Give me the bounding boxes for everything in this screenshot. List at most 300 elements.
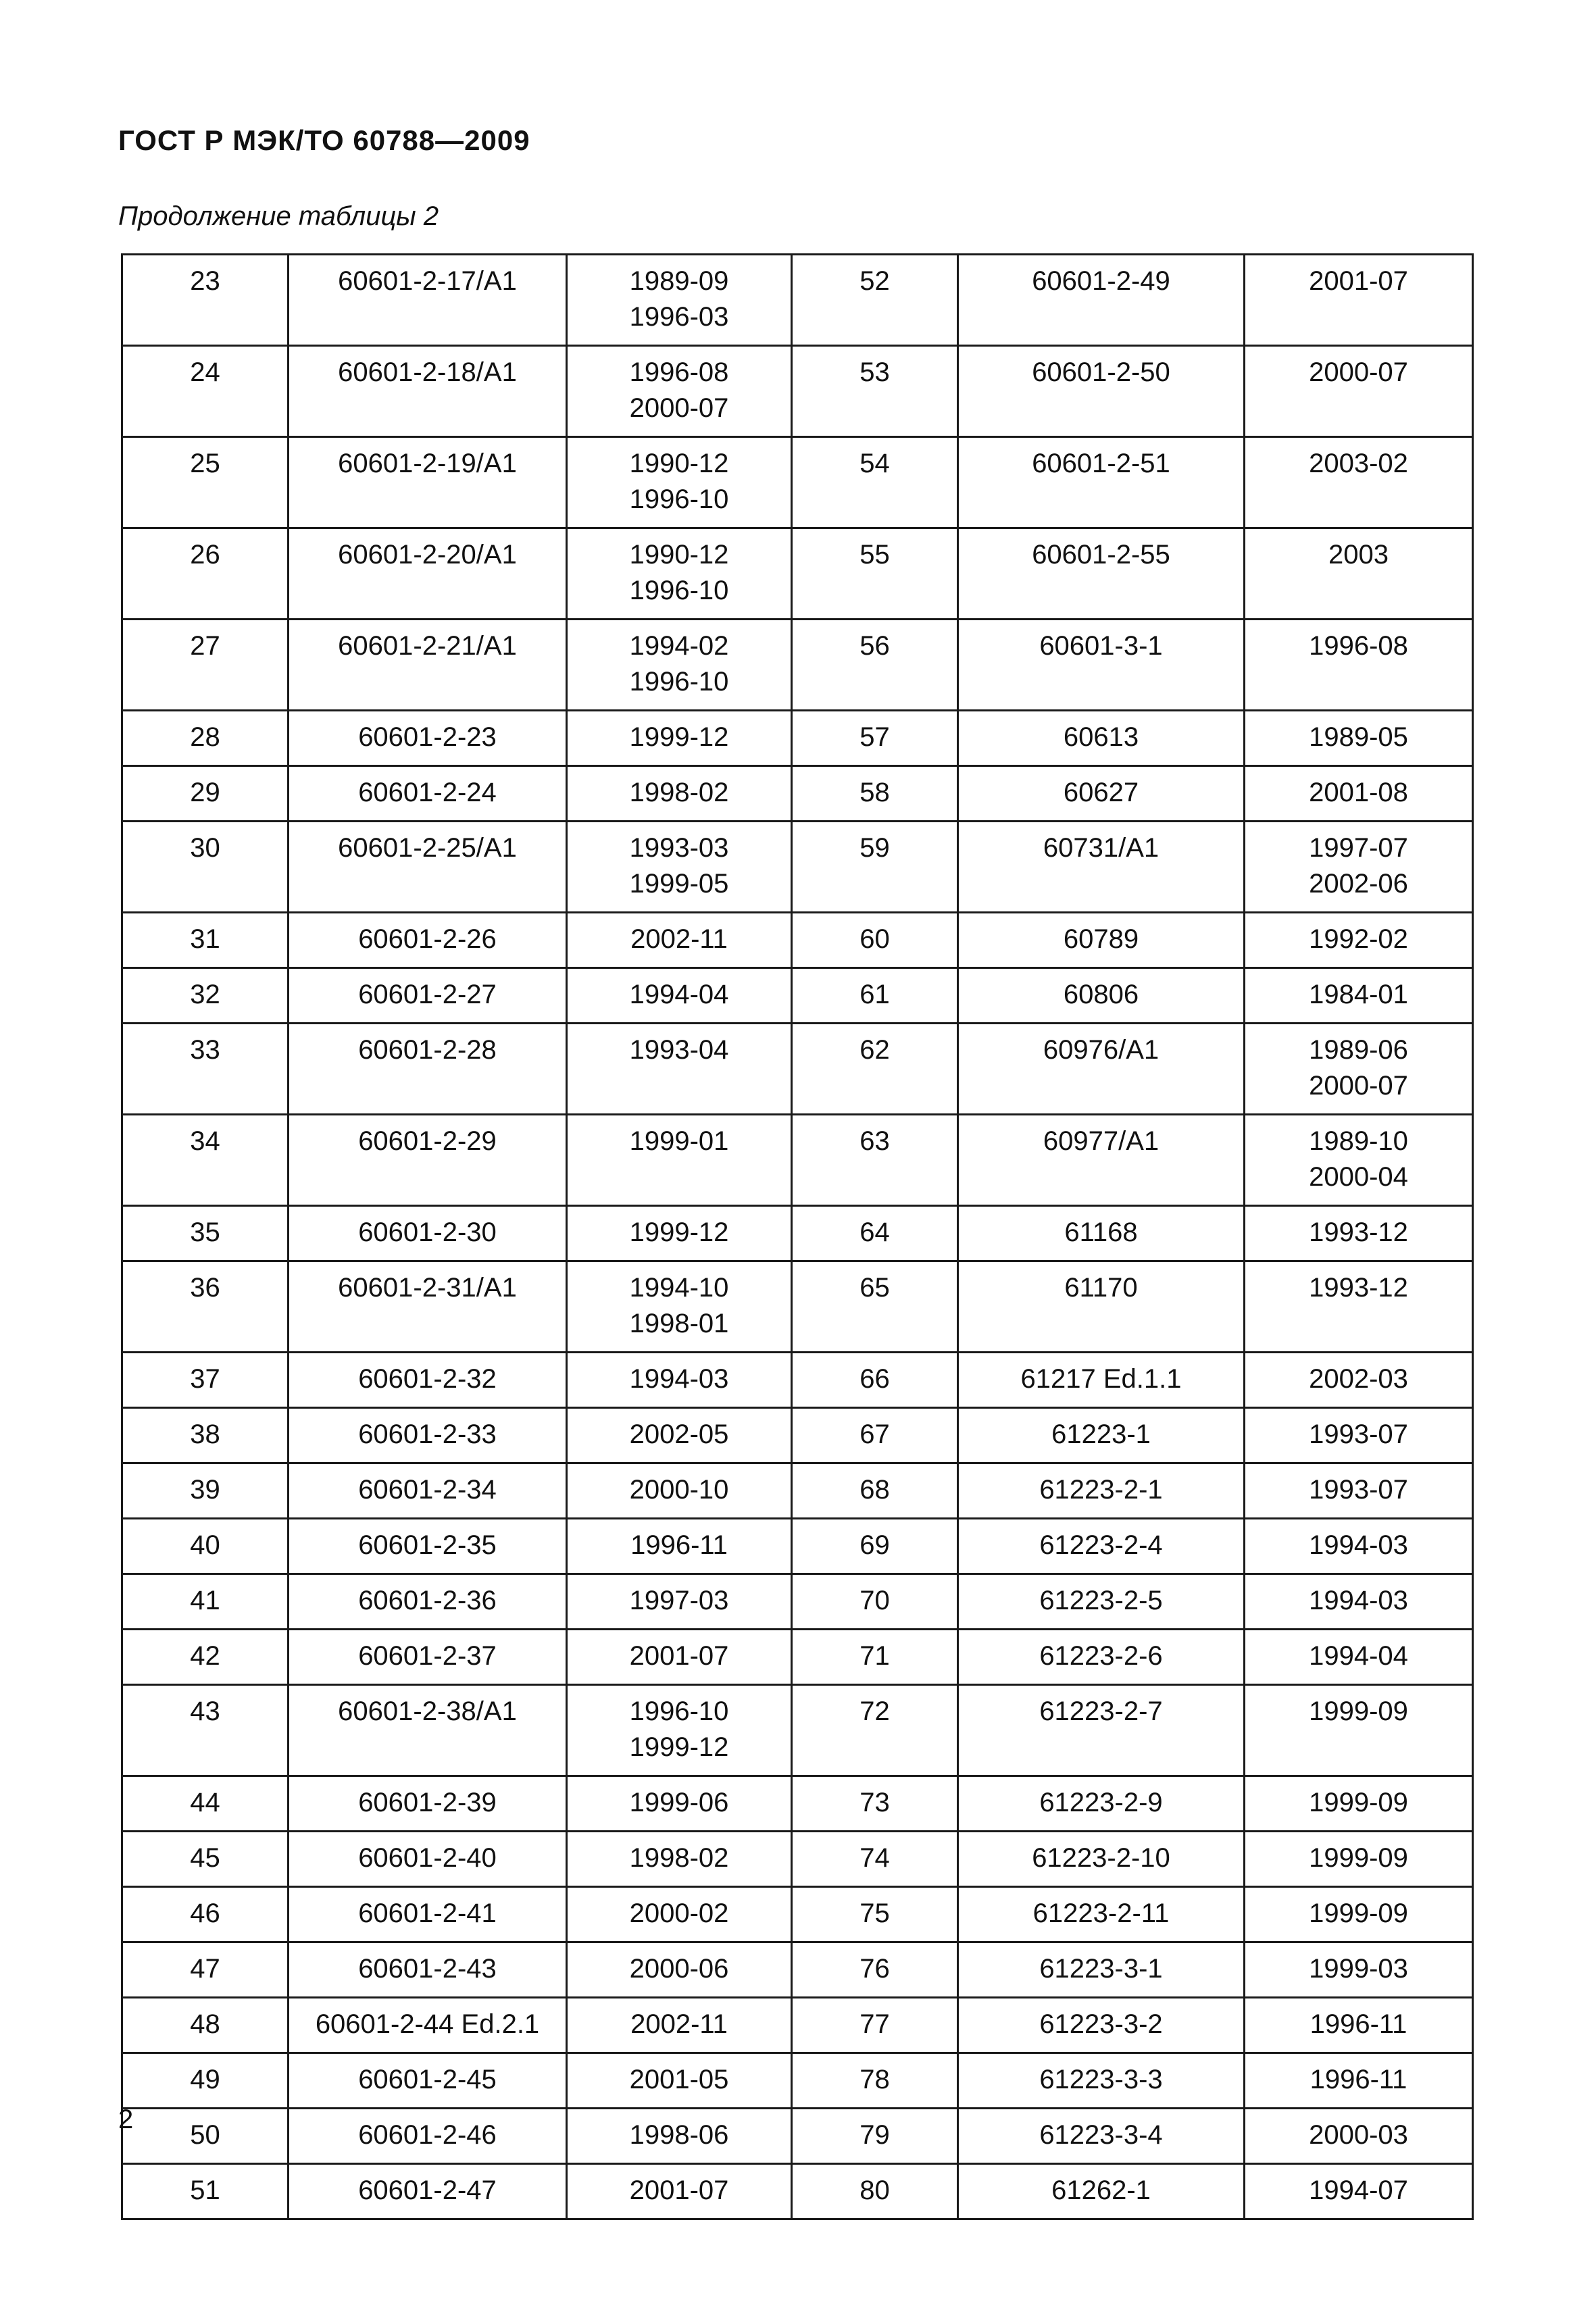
table-row: [122, 1942, 1473, 1998]
date-left-line: 1990-12: [629, 449, 729, 478]
row-number-left: 47: [190, 1954, 220, 1984]
standard-number-left-cell: [289, 2053, 567, 2109]
row-number-left-cell: [122, 766, 289, 822]
row-number-left: 45: [190, 1843, 220, 1873]
date-right-cell: [1245, 1408, 1473, 1463]
standard-number-left: 60601-2-46: [358, 2120, 497, 2150]
date-right-line: 1999-09: [1309, 1843, 1408, 1873]
row-number-left-cell: [122, 2053, 289, 2109]
standard-number-left: 60601-2-33: [358, 1419, 497, 1449]
row-number-right-cell: [792, 1261, 958, 1353]
date-left-cell: [567, 2053, 792, 2109]
standard-number-right-cell: [958, 1463, 1245, 1519]
standard-number-left: 60601-2-35: [358, 1530, 497, 1560]
date-right-cell: [1245, 1630, 1473, 1685]
row-number-left-cell: [122, 1685, 289, 1776]
standard-number-right: 61223-2-5: [1039, 1586, 1163, 1615]
row-number-right-cell: [792, 2053, 958, 2109]
table-row: [122, 913, 1473, 968]
table-row: [122, 766, 1473, 822]
row-number-right: 72: [859, 1696, 890, 1726]
row-number-right-cell: [792, 1024, 958, 1115]
date-right-line: 1994-04: [1309, 1641, 1408, 1671]
date-right-cell: [1245, 1024, 1473, 1115]
row-number-left: 26: [190, 540, 220, 570]
standard-number-left-cell: [289, 1685, 567, 1776]
standard-number-right-cell: [958, 1887, 1245, 1942]
row-number-right: 71: [859, 1641, 890, 1671]
row-number-left: 37: [190, 1364, 220, 1394]
row-number-right: 61: [859, 980, 890, 1009]
standard-number-left: 60601-2-32: [358, 1364, 497, 1394]
date-right-cell: [1245, 822, 1473, 913]
date-left-cell: [567, 1942, 792, 1998]
standard-number-right: 61223-2-10: [1032, 1843, 1170, 1873]
row-number-right: 68: [859, 1475, 890, 1505]
date-right-cell: [1245, 1574, 1473, 1630]
row-number-left-cell: [122, 620, 289, 711]
standard-number-right: 61223-3-3: [1039, 2065, 1163, 2094]
standard-number-left: 60601-2-43: [358, 1954, 497, 1984]
row-number-right-cell: [792, 1776, 958, 1832]
standard-number-right-cell: [958, 1408, 1245, 1463]
row-number-left: 25: [190, 449, 220, 478]
row-number-right: 63: [859, 1126, 890, 1156]
date-left-line: 1993-04: [629, 1035, 729, 1065]
date-left-line: 1997-03: [629, 1586, 729, 1615]
row-number-left-cell: [122, 1998, 289, 2053]
row-number-right: 66: [859, 1364, 890, 1394]
table-row: [122, 2109, 1473, 2164]
standard-number-left: 60601-2-40: [358, 1843, 497, 1873]
date-left-line: 1996-08: [629, 357, 729, 387]
date-left-cell: [567, 620, 792, 711]
standard-number-left-cell: [289, 968, 567, 1024]
date-left-cell: [567, 1630, 792, 1685]
date-left-line: 1996-10: [629, 576, 729, 605]
row-number-left: 44: [190, 1788, 220, 1817]
row-number-left: 49: [190, 2065, 220, 2094]
date-left-cell: [567, 1887, 792, 1942]
row-number-left-cell: [122, 1776, 289, 1832]
row-number-left-cell: [122, 1630, 289, 1685]
table-row: [122, 620, 1473, 711]
standard-number-left-cell: [289, 1574, 567, 1630]
standard-number-left-cell: [289, 822, 567, 913]
row-number-left-cell: [122, 1408, 289, 1463]
standard-number-left: 60601-2-24: [358, 778, 497, 807]
standard-number-left: 60601-2-34: [358, 1475, 497, 1505]
date-right-line: 1994-07: [1309, 2175, 1408, 2205]
row-number-left-cell: [122, 1942, 289, 1998]
row-number-right-cell: [792, 913, 958, 968]
row-number-left-cell: [122, 1574, 289, 1630]
standard-number-left: 60601-2-27: [358, 980, 497, 1009]
row-number-right-cell: [792, 620, 958, 711]
standard-number-right: 61223-2-9: [1039, 1788, 1163, 1817]
standard-number-left: 60601-2-21/A1: [338, 631, 517, 661]
row-number-left-cell: [122, 2164, 289, 2219]
standard-number-left-cell: [289, 1024, 567, 1115]
row-number-left: 27: [190, 631, 220, 661]
row-number-right-cell: [792, 1942, 958, 1998]
standard-number-right-cell: [958, 968, 1245, 1024]
row-number-left: 48: [190, 2009, 220, 2039]
standard-number-left-cell: [289, 346, 567, 437]
row-number-right: 52: [859, 266, 890, 296]
date-left-line: 2000-07: [629, 393, 729, 423]
row-number-left: 32: [190, 980, 220, 1009]
table-row: [122, 1574, 1473, 1630]
standard-number-left-cell: [289, 437, 567, 528]
row-number-right: 78: [859, 2065, 890, 2094]
row-number-right-cell: [792, 1685, 958, 1776]
standard-number-left: 60601-2-39: [358, 1788, 497, 1817]
standard-number-left: 60601-2-28: [358, 1035, 497, 1065]
date-right-line: 1989-05: [1309, 722, 1408, 752]
row-number-left-cell: [122, 1887, 289, 1942]
date-left-line: 1989-09: [629, 266, 729, 296]
date-left-line: 1999-06: [629, 1788, 729, 1817]
date-left-cell: [567, 2164, 792, 2219]
row-number-left-cell: [122, 346, 289, 437]
row-number-left: 29: [190, 778, 220, 807]
row-number-right-cell: [792, 528, 958, 620]
date-right-cell: [1245, 255, 1473, 346]
standard-number-right-cell: [958, 1942, 1245, 1998]
row-number-left-cell: [122, 711, 289, 766]
standard-number-right: 60789: [1063, 924, 1139, 954]
standard-number-right: 61168: [1064, 1217, 1138, 1247]
row-number-right: 69: [859, 1530, 890, 1560]
standard-number-left: 60601-2-18/A1: [338, 357, 517, 387]
standard-number-right-cell: [958, 2109, 1245, 2164]
standard-number-left: 60601-2-38/A1: [338, 1696, 517, 1726]
row-number-left-cell: [122, 1261, 289, 1353]
row-number-right-cell: [792, 255, 958, 346]
row-number-left: 35: [190, 1217, 220, 1247]
standard-number-left: 60601-2-30: [358, 1217, 497, 1247]
date-right-cell: [1245, 711, 1473, 766]
table-row: [122, 1887, 1473, 1942]
table-row: [122, 1261, 1473, 1353]
row-number-left: 50: [190, 2120, 220, 2150]
date-right-cell: [1245, 1685, 1473, 1776]
standard-number-right-cell: [958, 1685, 1245, 1776]
row-number-left-cell: [122, 255, 289, 346]
date-right-cell: [1245, 968, 1473, 1024]
date-left-cell: [567, 1574, 792, 1630]
row-number-left: 43: [190, 1696, 220, 1726]
row-number-right: 55: [859, 540, 890, 570]
standard-number-right: 61223-2-7: [1039, 1696, 1163, 1726]
standard-number-right: 60613: [1063, 722, 1139, 752]
date-right-cell: [1245, 766, 1473, 822]
date-right-line: 2001-08: [1309, 778, 1408, 807]
standard-number-right: 60977/A1: [1043, 1126, 1159, 1156]
date-left-line: 2002-11: [630, 2009, 728, 2039]
standard-number-left: 60601-2-37: [358, 1641, 497, 1671]
standard-number-left-cell: [289, 1630, 567, 1685]
standard-number-left: 60601-2-36: [358, 1586, 497, 1615]
date-right-line: 2000-04: [1309, 1162, 1408, 1192]
standard-number-left-cell: [289, 255, 567, 346]
standard-number-right: 60601-2-50: [1032, 357, 1170, 387]
standard-number-right-cell: [958, 766, 1245, 822]
row-number-left-cell: [122, 1353, 289, 1408]
standard-number-left-cell: [289, 620, 567, 711]
standard-number-left-cell: [289, 2164, 567, 2219]
row-number-left-cell: [122, 1206, 289, 1261]
date-right-line: 1996-11: [1310, 2009, 1407, 2039]
date-right-cell: [1245, 1776, 1473, 1832]
standard-number-right: 60601-2-49: [1032, 266, 1170, 296]
standard-number-left: 60601-2-19/A1: [338, 449, 517, 478]
row-number-right-cell: [792, 1519, 958, 1574]
standard-number-left-cell: [289, 1115, 567, 1206]
standard-number-right-cell: [958, 1353, 1245, 1408]
table-row: [122, 711, 1473, 766]
date-right-line: 2002-03: [1309, 1364, 1408, 1394]
date-left-line: 2000-06: [629, 1954, 729, 1984]
date-left-cell: [567, 1776, 792, 1832]
row-number-right: 60: [859, 924, 890, 954]
date-right-cell: [1245, 1115, 1473, 1206]
date-right-cell: [1245, 346, 1473, 437]
date-right-line: 1993-07: [1309, 1475, 1408, 1505]
standard-number-left-cell: [289, 1261, 567, 1353]
row-number-left: 30: [190, 833, 220, 863]
date-right-line: 1996-08: [1309, 631, 1408, 661]
date-left-line: 2001-07: [629, 2175, 729, 2205]
standard-number-right-cell: [958, 528, 1245, 620]
date-right-line: 1993-12: [1309, 1273, 1408, 1303]
date-left-line: 1994-03: [629, 1364, 729, 1394]
date-right-line: 1999-09: [1309, 1696, 1408, 1726]
row-number-left-cell: [122, 1115, 289, 1206]
row-number-left: 31: [190, 924, 220, 954]
standard-number-left-cell: [289, 1353, 567, 1408]
standard-number-right-cell: [958, 1206, 1245, 1261]
standard-number-left-cell: [289, 1519, 567, 1574]
date-right-cell: [1245, 913, 1473, 968]
row-number-left-cell: [122, 1519, 289, 1574]
date-right-line: 1999-03: [1309, 1954, 1408, 1984]
table-row: [122, 1024, 1473, 1115]
date-left-cell: [567, 711, 792, 766]
row-number-left: 23: [190, 266, 220, 296]
row-number-left: 41: [190, 1586, 220, 1615]
date-left-cell: [567, 1832, 792, 1887]
date-right-line: 1989-10: [1309, 1126, 1408, 1156]
standard-number-left-cell: [289, 2109, 567, 2164]
row-number-right-cell: [792, 1832, 958, 1887]
standard-number-left-cell: [289, 1942, 567, 1998]
date-right-cell: [1245, 1998, 1473, 2053]
row-number-right-cell: [792, 2164, 958, 2219]
row-number-left-cell: [122, 822, 289, 913]
row-number-right: 64: [859, 1217, 890, 1247]
standard-number-right: 60627: [1063, 778, 1139, 807]
standard-number-right-cell: [958, 2053, 1245, 2109]
date-left-cell: [567, 2109, 792, 2164]
standard-number-right-cell: [958, 437, 1245, 528]
table-row: [122, 1408, 1473, 1463]
row-number-right: 74: [859, 1843, 890, 1873]
date-left-cell: [567, 968, 792, 1024]
standard-number-left: 60601-2-31/A1: [338, 1273, 517, 1303]
standard-number-left: 60601-2-17/A1: [338, 266, 517, 296]
row-number-right: 75: [859, 1898, 890, 1928]
standard-number-right-cell: [958, 1832, 1245, 1887]
date-right-line: 1996-11: [1310, 2065, 1407, 2094]
row-number-right-cell: [792, 437, 958, 528]
date-left-cell: [567, 255, 792, 346]
row-number-left: 39: [190, 1475, 220, 1505]
date-left-line: 2000-02: [629, 1898, 729, 1928]
row-number-right: 57: [859, 722, 890, 752]
row-number-left-cell: [122, 1024, 289, 1115]
row-number-right: 70: [859, 1586, 890, 1615]
standard-number-right-cell: [958, 822, 1245, 913]
standard-number-right: 61223-1: [1051, 1419, 1151, 1449]
date-left-line: 1993-03: [629, 833, 729, 863]
row-number-right-cell: [792, 1630, 958, 1685]
standard-number-left-cell: [289, 1998, 567, 2053]
row-number-right-cell: [792, 2109, 958, 2164]
date-left-line: 1998-02: [629, 778, 729, 807]
standard-number-left: 60601-2-44 Ed.2.1: [315, 2009, 540, 2039]
row-number-right-cell: [792, 1206, 958, 1261]
page-number: 2: [118, 2105, 134, 2134]
standard-number-right: 61223-2-11: [1032, 1898, 1170, 1928]
date-right-cell: [1245, 437, 1473, 528]
standard-number-right-cell: [958, 2164, 1245, 2219]
row-number-right: 80: [859, 2175, 890, 2205]
date-right-line: 1994-03: [1309, 1530, 1408, 1560]
standard-number-right-cell: [958, 1261, 1245, 1353]
standard-number-right-cell: [958, 346, 1245, 437]
date-right-cell: [1245, 2053, 1473, 2109]
row-number-right-cell: [792, 1353, 958, 1408]
table-row: [122, 346, 1473, 437]
row-number-right: 76: [859, 1954, 890, 1984]
date-left-line: 2002-05: [629, 1419, 729, 1449]
row-number-right: 62: [859, 1035, 890, 1065]
date-right-line: 2003: [1328, 540, 1389, 570]
row-number-right: 58: [859, 778, 890, 807]
standard-number-right: 61223-2-6: [1039, 1641, 1163, 1671]
date-left-line: 1999-12: [629, 1732, 729, 1762]
table-row: [122, 1998, 1473, 2053]
row-number-right: 73: [859, 1788, 890, 1817]
date-left-line: 1998-06: [629, 2120, 729, 2150]
table-row: [122, 1630, 1473, 1685]
table-row: [122, 2053, 1473, 2109]
row-number-left: 51: [190, 2175, 220, 2205]
row-number-right-cell: [792, 1408, 958, 1463]
date-left-cell: [567, 346, 792, 437]
date-right-cell: [1245, 528, 1473, 620]
date-right-line: 1994-03: [1309, 1586, 1408, 1615]
standard-number-right: 60601-2-51: [1032, 449, 1170, 478]
standard-number-right: 61223-3-4: [1039, 2120, 1163, 2150]
date-left-cell: [567, 1115, 792, 1206]
date-right-line: 1993-07: [1309, 1419, 1408, 1449]
date-left-cell: [567, 528, 792, 620]
row-number-left: 46: [190, 1898, 220, 1928]
row-number-right: 77: [859, 2009, 890, 2039]
row-number-left: 24: [190, 357, 220, 387]
date-left-cell: [567, 1463, 792, 1519]
date-left-cell: [567, 913, 792, 968]
standard-number-left-cell: [289, 1206, 567, 1261]
date-right-cell: [1245, 1832, 1473, 1887]
table-row: [122, 2164, 1473, 2219]
standard-number-right-cell: [958, 1024, 1245, 1115]
date-left-line: 1998-02: [629, 1843, 729, 1873]
date-left-line: 1996-10: [629, 1696, 729, 1726]
standard-number-right: 60601-2-55: [1032, 540, 1170, 570]
row-number-right-cell: [792, 1998, 958, 2053]
row-number-left-cell: [122, 913, 289, 968]
date-left-cell: [567, 1519, 792, 1574]
date-left-cell: [567, 1206, 792, 1261]
standard-number-left: 60601-2-45: [358, 2065, 497, 2094]
standard-number-right: 60731/A1: [1043, 833, 1159, 863]
row-number-left-cell: [122, 968, 289, 1024]
standards-table: [121, 253, 1474, 2220]
standard-number-left-cell: [289, 766, 567, 822]
date-right-line: 1999-09: [1309, 1788, 1408, 1817]
row-number-left: 33: [190, 1035, 220, 1065]
row-number-right-cell: [792, 346, 958, 437]
row-number-right-cell: [792, 1887, 958, 1942]
standard-number-right-cell: [958, 1519, 1245, 1574]
standard-number-left-cell: [289, 913, 567, 968]
row-number-right: 53: [859, 357, 890, 387]
date-left-line: 2001-05: [629, 2065, 729, 2094]
date-right-cell: [1245, 620, 1473, 711]
standard-number-left-cell: [289, 1463, 567, 1519]
date-left-cell: [567, 766, 792, 822]
row-number-left: 28: [190, 722, 220, 752]
standard-number-right: 61223-2-1: [1039, 1475, 1163, 1505]
row-number-right: 56: [859, 631, 890, 661]
date-left-cell: [567, 437, 792, 528]
row-number-right: 79: [859, 2120, 890, 2150]
row-number-left: 42: [190, 1641, 220, 1671]
date-right-cell: [1245, 1519, 1473, 1574]
date-right-line: 2000-03: [1309, 2120, 1408, 2150]
date-left-line: 2001-07: [629, 1641, 729, 1671]
table-row: [122, 1776, 1473, 1832]
date-left-cell: [567, 1353, 792, 1408]
table-row: [122, 1206, 1473, 1261]
date-right-line: 1999-09: [1309, 1898, 1408, 1928]
row-number-left-cell: [122, 1463, 289, 1519]
row-number-left-cell: [122, 528, 289, 620]
table-caption: Продолжение таблицы 2: [118, 201, 439, 231]
row-number-right-cell: [792, 968, 958, 1024]
standard-number-right-cell: [958, 913, 1245, 968]
date-left-line: 1996-10: [629, 484, 729, 514]
row-number-left: 38: [190, 1419, 220, 1449]
date-left-line: 1996-03: [629, 302, 729, 332]
table-row: [122, 437, 1473, 528]
table-row: [122, 822, 1473, 913]
date-right-line: 1992-02: [1309, 924, 1408, 954]
